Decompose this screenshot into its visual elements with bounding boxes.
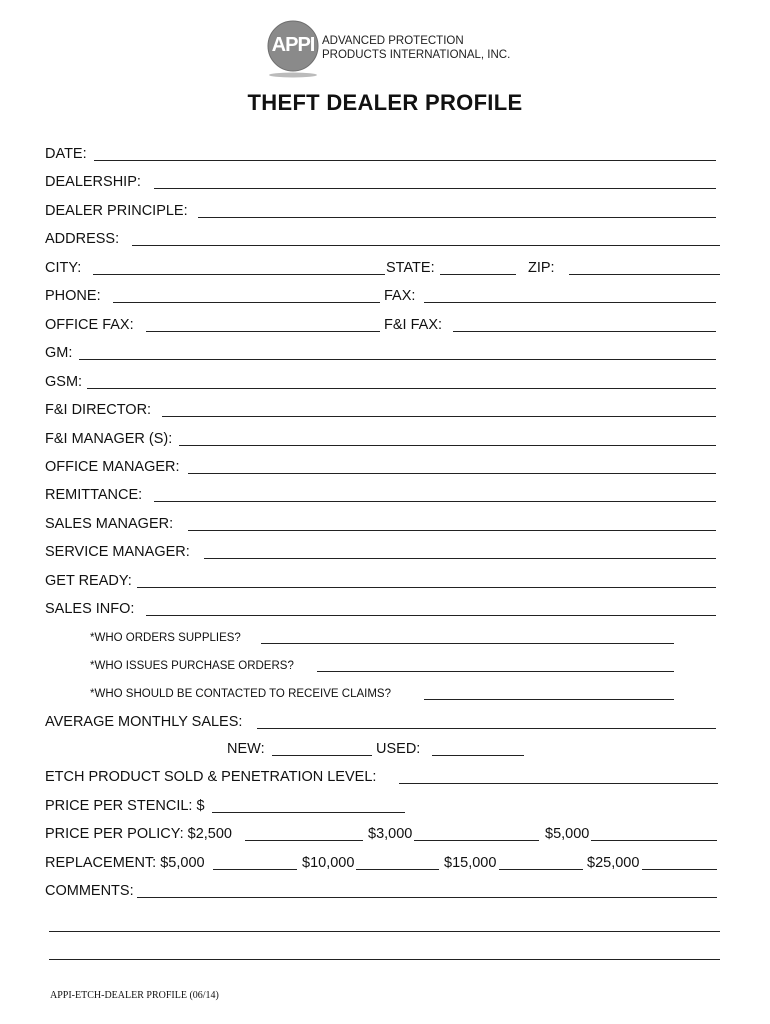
repl-25000-label: $25,000 [587,855,640,871]
repl-25000-line[interactable] [642,869,717,870]
comments-line-3[interactable] [49,959,720,960]
dealership-line[interactable] [154,188,716,189]
date-line[interactable] [94,160,716,161]
policy-2500-line[interactable] [245,840,363,841]
fi-director-line[interactable] [162,416,716,417]
price-per-stencil-label: PRICE PER STENCIL: $ [45,798,205,814]
phone-label: PHONE: [45,288,101,304]
comments-line-2[interactable] [49,931,720,932]
fax-line[interactable] [424,302,716,303]
city-line[interactable] [93,274,385,275]
office-manager-line[interactable] [188,473,716,474]
dealership-label: DEALERSHIP: [45,174,141,190]
new-line[interactable] [272,755,372,756]
fi-managers-line[interactable] [179,445,716,446]
repl-5000-line[interactable] [213,869,297,870]
comments-line-1[interactable] [137,897,717,898]
fax-label: FAX: [384,288,416,304]
company-name-line2: PRODUCTS INTERNATIONAL, INC. [322,49,511,61]
page-title: THEFT DEALER PROFILE [247,90,523,115]
office-manager-label: OFFICE MANAGER: [45,459,180,475]
used-line[interactable] [432,755,524,756]
address-label: ADDRESS: [45,231,120,247]
company-name [322,34,510,62]
form-code-footer: APPI-ETCH-DEALER PROFILE (06/14) [50,990,219,1001]
remittance-label: REMITTANCE: [45,487,143,503]
new-label: NEW: [227,741,265,757]
replacement-label: REPLACEMENT: $5,000 [45,855,205,871]
company-name-line1: ADVANCED PROTECTION [322,35,464,47]
sales-manager-label: SALES MANAGER: [45,516,174,532]
date-label: DATE: [45,146,87,162]
dealer-principle-line[interactable] [198,217,716,218]
who-issues-po-label: *WHO ISSUES PURCHASE ORDERS? [90,660,294,672]
repl-10000-label: $10,000 [302,855,355,871]
city-label: CITY: [45,260,82,276]
logo-text: APPI [271,34,315,56]
sales-info-label: SALES INFO: [45,601,135,617]
sales-manager-line[interactable] [188,530,716,531]
gm-label: GM: [45,345,73,361]
repl-10000-line[interactable] [356,869,439,870]
price-per-stencil-line[interactable] [212,812,405,813]
etch-product-label: ETCH PRODUCT SOLD & PENETRATION LEVEL: [45,769,377,785]
policy-3000-label: $3,000 [368,826,413,842]
who-contacted-claims-label: *WHO SHOULD BE CONTACTED TO RECEIVE CLAIMS? [90,688,391,700]
policy-5000-line[interactable] [591,840,717,841]
who-orders-supplies-line[interactable] [261,643,674,644]
dealer-principle-label: DEALER PRINCIPLE: [45,203,188,219]
comments-label: COMMENTS: [45,883,134,899]
who-contacted-claims-line[interactable] [424,699,674,700]
sales-info-line[interactable] [146,615,716,616]
address-line[interactable] [132,245,720,246]
state-label: STATE: [386,260,435,276]
office-fax-line[interactable] [146,331,380,332]
who-orders-supplies-label: *WHO ORDERS SUPPLIES? [90,632,241,644]
repl-15000-line[interactable] [499,869,583,870]
repl-15000-label: $15,000 [444,855,497,871]
zip-label: ZIP: [528,260,555,276]
policy-5000-label: $5,000 [545,826,590,842]
phone-line[interactable] [113,302,380,303]
get-ready-line[interactable] [137,587,716,588]
office-fax-label: OFFICE FAX: [45,317,134,333]
etch-product-line[interactable] [399,783,718,784]
company-logo [266,20,320,78]
state-line[interactable] [440,274,516,275]
price-per-policy-label: PRICE PER POLICY: $2,500 [45,826,232,842]
zip-line[interactable] [569,274,720,275]
fi-managers-label: F&I MANAGER (S): [45,431,173,447]
gm-line[interactable] [79,359,716,360]
policy-3000-line[interactable] [414,840,539,841]
service-manager-label: SERVICE MANAGER: [45,544,190,560]
gsm-line[interactable] [87,388,716,389]
avg-monthly-sales-label: AVERAGE MONTHLY SALES: [45,714,243,730]
remittance-line[interactable] [154,501,716,502]
fi-director-label: F&I DIRECTOR: [45,402,152,418]
fi-fax-label: F&I FAX: [384,317,443,333]
service-manager-line[interactable] [204,558,716,559]
who-issues-po-line[interactable] [317,671,674,672]
get-ready-label: GET READY: [45,573,132,589]
fi-fax-line[interactable] [453,331,716,332]
used-label: USED: [376,741,421,757]
gsm-label: GSM: [45,374,83,390]
avg-monthly-sales-line[interactable] [257,728,716,729]
